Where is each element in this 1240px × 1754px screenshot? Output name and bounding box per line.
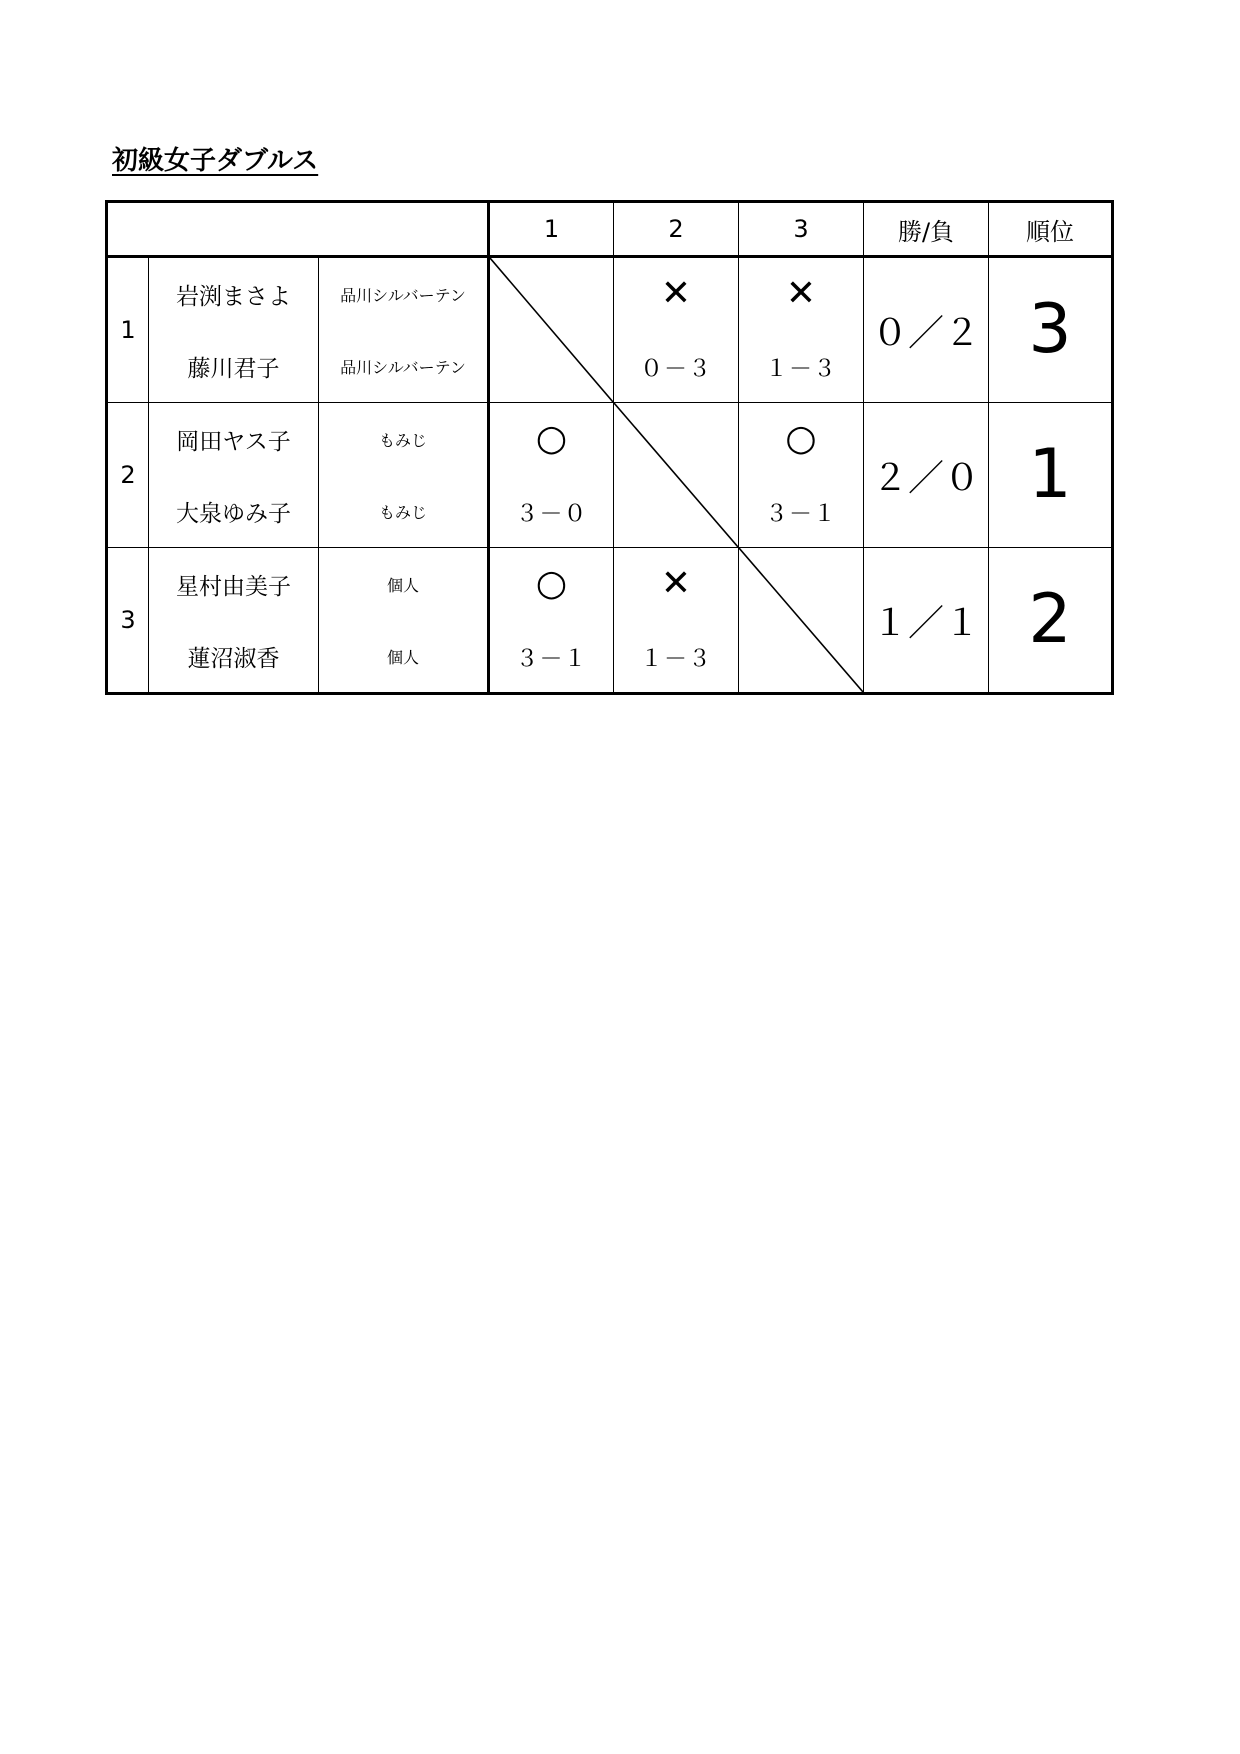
- win-mark: ○: [785, 418, 817, 459]
- player-club: 個人: [319, 620, 489, 694]
- diagonal-line: [614, 403, 738, 547]
- win-mark: ○: [535, 563, 568, 604]
- rank-cell: 2: [989, 548, 1113, 694]
- seed-cell: 3: [107, 548, 149, 694]
- league-table: [105, 200, 1114, 695]
- header-opponent-3: 3: [739, 202, 864, 257]
- self-match-cell: [489, 257, 614, 403]
- result-mark-cell: [739, 257, 864, 331]
- header-blank-cell: [107, 202, 489, 257]
- win-mark: ○: [535, 418, 568, 459]
- diagonal-line: [490, 258, 613, 402]
- result-score-cell: １－３: [739, 330, 864, 403]
- player-club: もみじ: [319, 475, 489, 548]
- loss-mark: ✕: [785, 273, 817, 314]
- header-opponent-2: 2: [614, 202, 739, 257]
- result-mark-cell: [614, 257, 739, 331]
- self-match-cell: [739, 548, 864, 694]
- result-score-cell: ０－３: [614, 330, 739, 403]
- page-title: 初級女子ダブルス: [112, 146, 319, 176]
- result-score-cell: ３－０: [489, 475, 614, 548]
- record-cell: ２／０: [864, 403, 989, 548]
- header-record: 勝/負: [864, 202, 989, 257]
- record-cell: ０／２: [864, 257, 989, 403]
- diagonal-line: [739, 548, 863, 692]
- player-name: 藤川君子: [149, 330, 319, 403]
- player-name: 蓮沼淑香: [149, 620, 319, 694]
- record-cell: １／１: [864, 548, 989, 694]
- entry-2-row-a: [107, 403, 1113, 476]
- result-score-cell: ３－１: [489, 620, 614, 694]
- header-rank: 順位: [989, 202, 1113, 257]
- seed-cell: 2: [107, 403, 149, 548]
- rank-cell: 1: [989, 403, 1113, 548]
- result-mark-cell: [614, 548, 739, 621]
- player-name: 岡田ヤス子: [149, 403, 319, 476]
- result-mark-cell: [489, 548, 614, 621]
- player-club: 品川シルバーテン: [319, 257, 489, 331]
- entry-3-row-a: [107, 548, 1113, 621]
- result-score-cell: ３－１: [739, 475, 864, 548]
- player-name: 星村由美子: [149, 548, 319, 621]
- player-club: 個人: [319, 548, 489, 621]
- player-name: 大泉ゆみ子: [149, 475, 319, 548]
- entry-1-row-a: [107, 257, 1113, 331]
- loss-mark: ✕: [660, 563, 692, 604]
- player-club: 品川シルバーテン: [319, 330, 489, 403]
- result-mark-cell: [739, 403, 864, 476]
- header-opponent-1: 1: [489, 202, 614, 257]
- rank-cell: 3: [989, 257, 1113, 403]
- result-score-cell: １－３: [614, 620, 739, 694]
- player-name: 岩渕まさよ: [149, 257, 319, 331]
- self-match-cell: [614, 403, 739, 548]
- seed-cell: 1: [107, 257, 149, 403]
- loss-mark: ✕: [660, 273, 692, 314]
- header-row: [107, 202, 1113, 257]
- player-club: もみじ: [319, 403, 489, 476]
- result-mark-cell: [489, 403, 614, 476]
